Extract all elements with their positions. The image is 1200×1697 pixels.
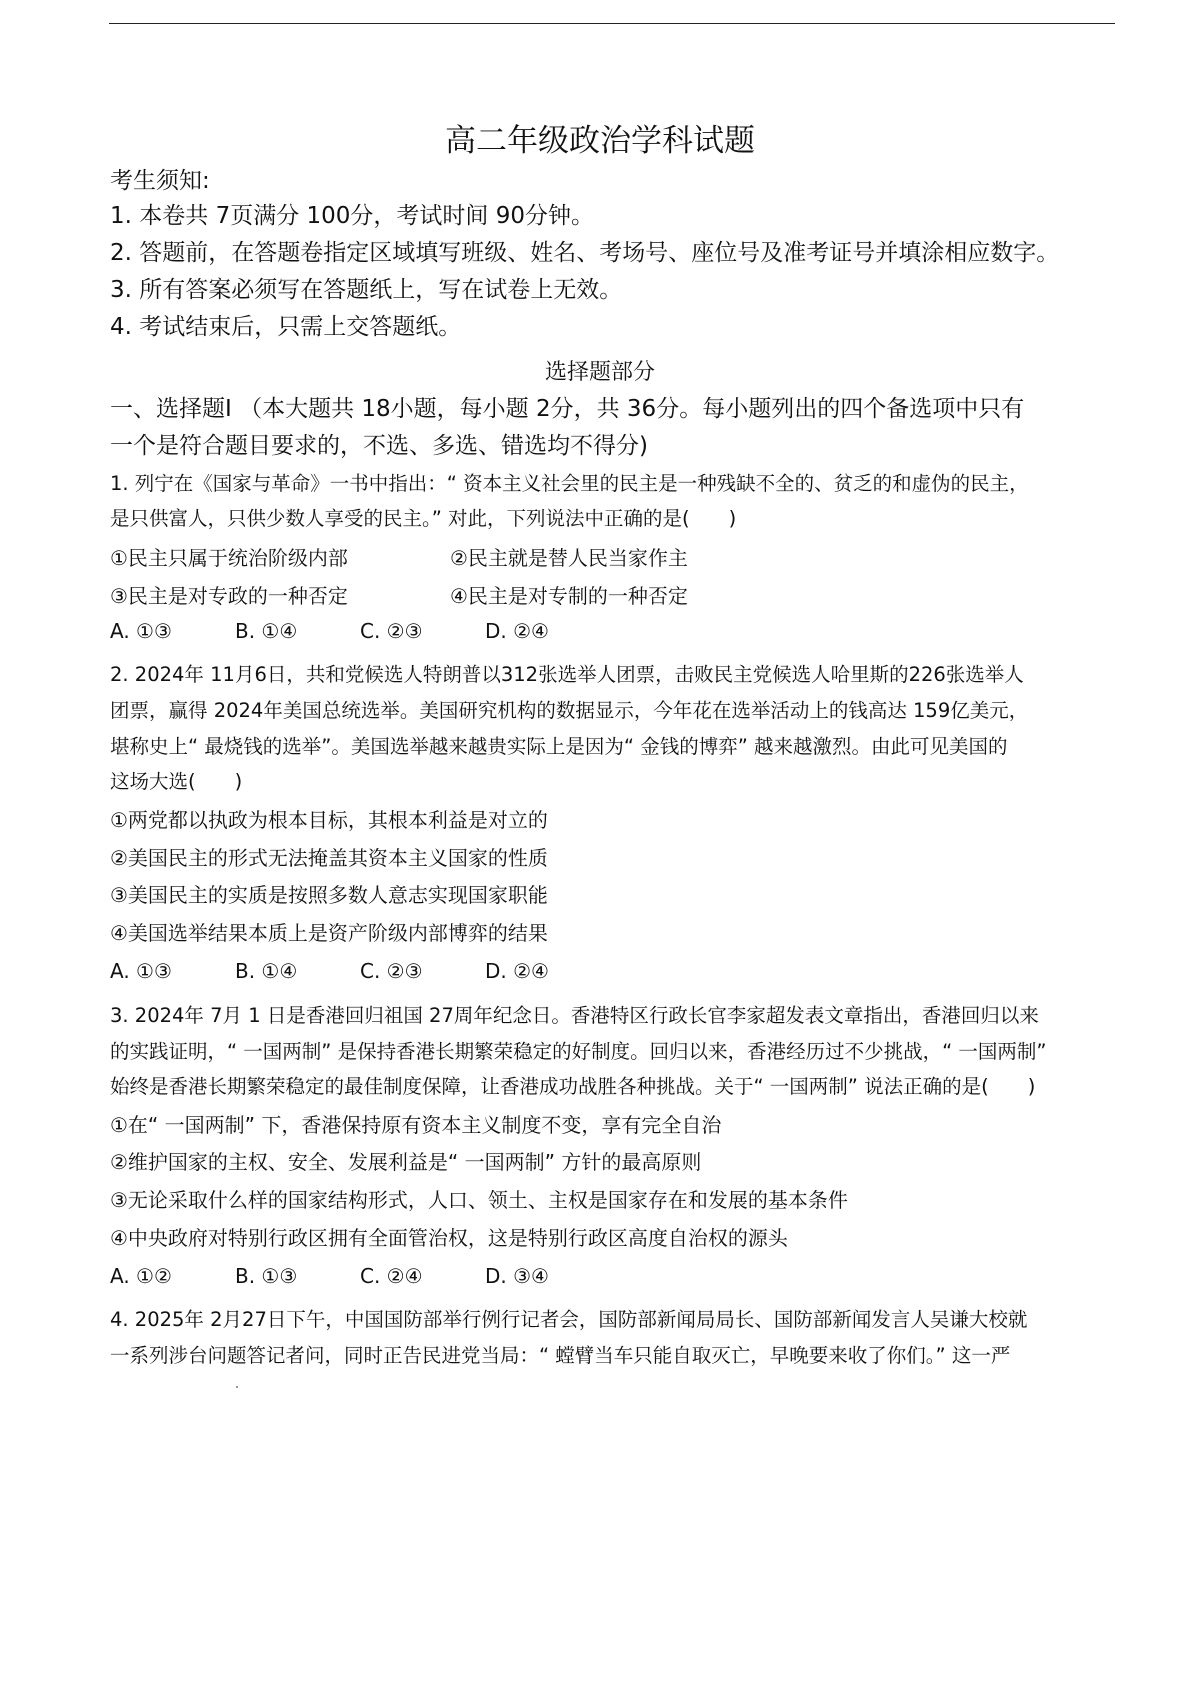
q1-options-row2 xyxy=(110,580,688,609)
notice-item-2: 2. 答题前，在答题卷指定区域填写班级、姓名、考场号、座位号及准考证号并填涂相应数字。 xyxy=(110,240,1060,266)
q1-options-row1 xyxy=(110,542,688,571)
notice-heading: 考生须知: xyxy=(110,168,210,194)
q2-stem-line2: 团票，赢得 2024年美国总统选举。美国研究机构的数据显示，今年花在选举活动上的钱高达 159亿美元， xyxy=(110,699,1029,722)
q3-answer-c: C. ②④ xyxy=(360,1264,423,1288)
q1-answer-c: C. ②③ xyxy=(360,619,423,643)
section1-instruction-line2: 一个是符合题目要求的，不选、多选、错选均不得分) xyxy=(110,433,648,459)
notice-item-1: 1. 本卷共 7页满分 100分，考试时间 90分钟。 xyxy=(110,203,594,229)
q1-stem-line2: 是只供富人，只供少数人享受的民主。” 对此，下列说法中正确的是( ) xyxy=(110,507,737,530)
q3-answer-b: B. ①③ xyxy=(235,1264,298,1288)
scan-speck xyxy=(236,1386,238,1388)
q1-option-3: ③民主是对专政的一种否定 xyxy=(110,584,348,608)
q1-answer-a: A. ①③ xyxy=(110,619,172,643)
q1-option-1: ①民主只属于统治阶级内部 xyxy=(110,546,348,570)
q4-stem-line2: 一系列涉台问题答记者问，同时正告民进党当局：“ 螳臂当车只能自取灭亡，早晚要来收了你们。” 这一严 xyxy=(110,1344,1011,1367)
q1-option-2: ②民主就是替人民当家作主 xyxy=(450,546,688,570)
q3-stem-line2: 的实践证明，“ 一国两制” 是保持香港长期繁荣稳定的好制度。回归以来，香港经历过不少挑战，“ 一国两制” xyxy=(110,1040,1047,1063)
q2-stem-line1: 2. 2024年 11月6日，共和党候选人特朗普以312张选举人团票，击败民主党候选人哈里斯的226张选举人 xyxy=(110,663,1024,686)
q3-option-3: ③无论采取什么样的国家结构形式，人口、领土、主权是国家存在和发展的基本条件 xyxy=(110,1188,848,1212)
q2-answer-b: B. ①④ xyxy=(235,959,298,983)
q3-answer-a: A. ①② xyxy=(110,1264,172,1288)
notice-item-4: 4. 考试结束后，只需上交答题纸。 xyxy=(110,314,462,340)
q3-stem-line3: 始终是香港长期繁荣稳定的最佳制度保障，让香港成功战胜各种挑战。关于“ 一国两制” 说法正确的是( ) xyxy=(110,1075,1036,1098)
q2-option-1: ①两党都以执政为根本目标，其根本利益是对立的 xyxy=(110,808,548,832)
q2-option-3: ③美国民主的实质是按照多数人意志实现国家职能 xyxy=(110,883,548,907)
section1-instruction-line1: 一、选择题Ⅰ （本大题共 18小题，每小题 2分，共 36分。每小题列出的四个备选项中只有 xyxy=(110,396,1025,422)
q2-answer-d: D. ②④ xyxy=(485,959,549,983)
q2-stem-line3: 堪称史上“ 最烧钱的选举”。美国选举越来越贵实际上是因为“ 金钱的博弈” 越来越激烈。由此可见美国的 xyxy=(110,735,1008,758)
q1-answers xyxy=(110,617,610,645)
q1-answer-d: D. ②④ xyxy=(485,619,549,643)
q2-option-2: ②美国民主的形式无法掩盖其资本主义国家的性质 xyxy=(110,846,548,870)
q2-answer-c: C. ②③ xyxy=(360,959,423,983)
q1-option-4: ④民主是对专制的一种否定 xyxy=(450,584,688,608)
q2-stem-line4: 这场大选( ) xyxy=(110,770,243,793)
q3-stem-line1: 3. 2024年 7月 1 日是香港回归祖国 27周年纪念日。香港特区行政长官李家超发表文章指出，香港回归以来 xyxy=(110,1004,1039,1027)
notice-item-3: 3. 所有答案必须写在答题纸上，写在试卷上无效。 xyxy=(110,277,623,303)
q3-answer-d: D. ③④ xyxy=(485,1264,549,1288)
q3-option-2: ②维护国家的主权、安全、发展利益是“ 一国两制” 方针的最高原则 xyxy=(110,1150,702,1174)
q2-answer-a: A. ①③ xyxy=(110,959,172,983)
q1-stem-line1: 1. 列宁在《国家与革命》一书中指出：“ 资本主义社会里的民主是一种残缺不全的、贫乏的和虚伪的民主， xyxy=(110,472,1029,495)
q3-answers xyxy=(110,1262,610,1290)
exam-title: 高二年级政治学科试题 xyxy=(445,123,755,159)
q1-answer-b: B. ①④ xyxy=(235,619,298,643)
q4-stem-line1: 4. 2025年 2月27日下午，中国国防部举行例行记者会，国防部新闻局局长、国防部新闻发言人吴谦大校就 xyxy=(110,1308,1028,1331)
header-rule xyxy=(109,23,1115,24)
q2-answers xyxy=(110,957,610,985)
q2-option-4: ④美国选举结果本质上是资产阶级内部博弈的结果 xyxy=(110,921,548,945)
section-title: 选择题部分 xyxy=(544,360,655,385)
q3-option-1: ①在“ 一国两制” 下，香港保持原有资本主义制度不变，享有完全自治 xyxy=(110,1113,722,1137)
q3-option-4: ④中央政府对特别行政区拥有全面管治权，这是特别行政区高度自治权的源头 xyxy=(110,1226,788,1250)
